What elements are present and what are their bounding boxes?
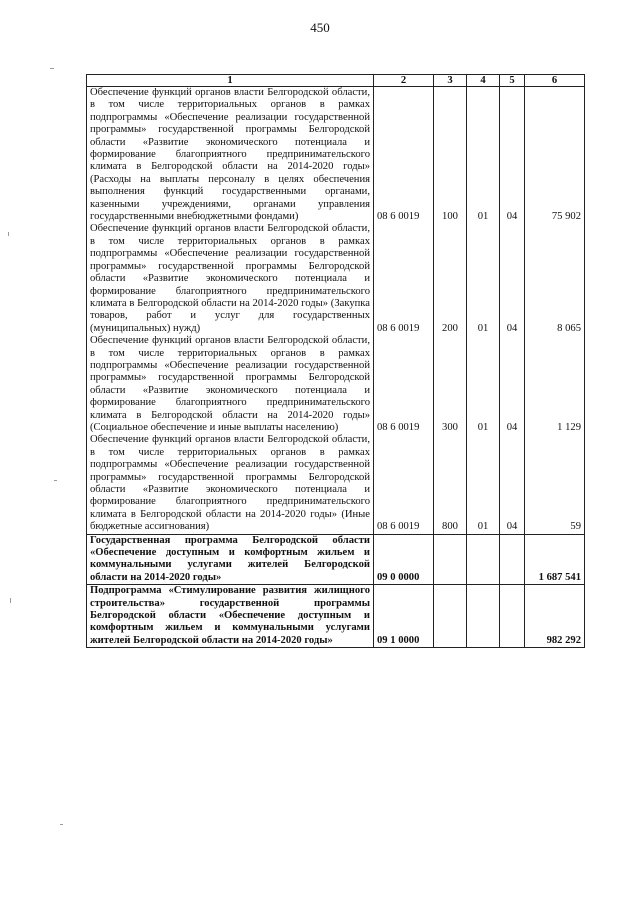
subprogram-section <box>467 585 500 648</box>
scan-mark <box>50 68 54 69</box>
row-amount: 8 065 <box>525 223 585 335</box>
row-amount: 59 <box>525 434 585 534</box>
program-row <box>87 534 585 585</box>
row-section: 01 <box>467 223 500 335</box>
header-col-3: 3 <box>434 75 467 87</box>
row-subsection: 04 <box>500 434 525 534</box>
header-col-1: 1 <box>87 75 374 87</box>
header-col-6: 6 <box>525 75 585 87</box>
program-subsection <box>500 534 525 585</box>
scan-mark <box>10 598 11 603</box>
table-row <box>87 335 585 434</box>
table-row <box>87 87 585 224</box>
row-subsection: 04 <box>500 223 525 335</box>
subprogram-row <box>87 585 585 648</box>
program-description: Государственная программа Белгородской области «Обеспечение доступным и комфортным жильем и коммунальными услугами жителей Белгородской области на 2014-2020 годы» <box>87 534 374 585</box>
program-expense-type <box>434 534 467 585</box>
row-code: 08 6 0019 <box>374 335 434 434</box>
row-description: Обеспечение функций органов власти Белгородской области, в том числе территориальных органов в рамках подпрограммы «Обеспечение реализации государственной программы» государственной программы Белгородской области «Развитие экономического потенциала и формирование благоприятного предпринимательского климата в Белгородской области на 2014-2020 годы» (Расходы на выплаты персоналу в целях обеспечения выполнения функций государственными органами, казенными учреждениями, органами управления государственными внебюджетными фондами) <box>87 87 374 224</box>
subprogram-amount: 982 292 <box>525 585 585 648</box>
table-row <box>87 434 585 534</box>
row-description: Обеспечение функций органов власти Белгородской области, в том числе территориальных органов в рамках подпрограммы «Обеспечение реализации государственной программы» государственной программы Белгородской области «Развитие экономического потенциала и формирование благоприятного предпринимательского климата в Белгородской области на 2014-2020 годы» (Иные бюджетные ассигнования) <box>87 434 374 534</box>
subprogram-subsection <box>500 585 525 648</box>
row-subsection: 04 <box>500 87 525 224</box>
subprogram-code: 09 1 0000 <box>374 585 434 648</box>
scan-mark <box>8 232 9 236</box>
row-amount: 1 129 <box>525 335 585 434</box>
row-code: 08 6 0019 <box>374 223 434 335</box>
header-col-5: 5 <box>500 75 525 87</box>
program-code: 09 0 0000 <box>374 534 434 585</box>
row-subsection: 04 <box>500 335 525 434</box>
table-row <box>87 223 585 335</box>
header-col-4: 4 <box>467 75 500 87</box>
header-row <box>87 75 585 87</box>
budget-table <box>86 74 585 648</box>
row-description: Обеспечение функций органов власти Белгородской области, в том числе территориальных органов в рамках подпрограммы «Обеспечение реализации государственной программы» государственной программы Белгородской области «Развитие экономического потенциала и формирование благоприятного предпринимательского климата в Белгородской области на 2014-2020 годы» (Социальное обеспечение и иные выплаты населению) <box>87 335 374 434</box>
row-section: 01 <box>467 335 500 434</box>
row-section: 01 <box>467 87 500 224</box>
scan-mark <box>54 480 57 481</box>
row-section: 01 <box>467 434 500 534</box>
program-section <box>467 534 500 585</box>
program-amount: 1 687 541 <box>525 534 585 585</box>
subprogram-description: Подпрограмма «Стимулирование развития жилищного строительства» государственной программы Белгородской области «Обеспечение доступным и комфортным жильем и коммунальными услугами жителей Белгородской области на 2014-2020 годы» <box>87 585 374 648</box>
row-description: Обеспечение функций органов власти Белгородской области, в том числе территориальных органов в рамках подпрограммы «Обеспечение реализации государственной программы» государственной программы Белгородской области «Развитие экономического потенциала и формирование благоприятного предпринимательского климата в Белгородской области на 2014-2020 годы» (Закупка товаров, работ и услуг для государственных (муниципальных) нужд) <box>87 223 374 335</box>
scan-mark <box>60 824 63 825</box>
row-code: 08 6 0019 <box>374 434 434 534</box>
row-amount: 75 902 <box>525 87 585 224</box>
expense-rows <box>87 87 585 535</box>
row-expense-type: 300 <box>434 335 467 434</box>
header-col-2: 2 <box>374 75 434 87</box>
subprogram-expense-type <box>434 585 467 648</box>
row-expense-type: 100 <box>434 87 467 224</box>
row-code: 08 6 0019 <box>374 87 434 224</box>
row-expense-type: 800 <box>434 434 467 534</box>
page-number: 450 <box>310 20 330 35</box>
row-expense-type: 200 <box>434 223 467 335</box>
program-rows <box>87 534 585 648</box>
